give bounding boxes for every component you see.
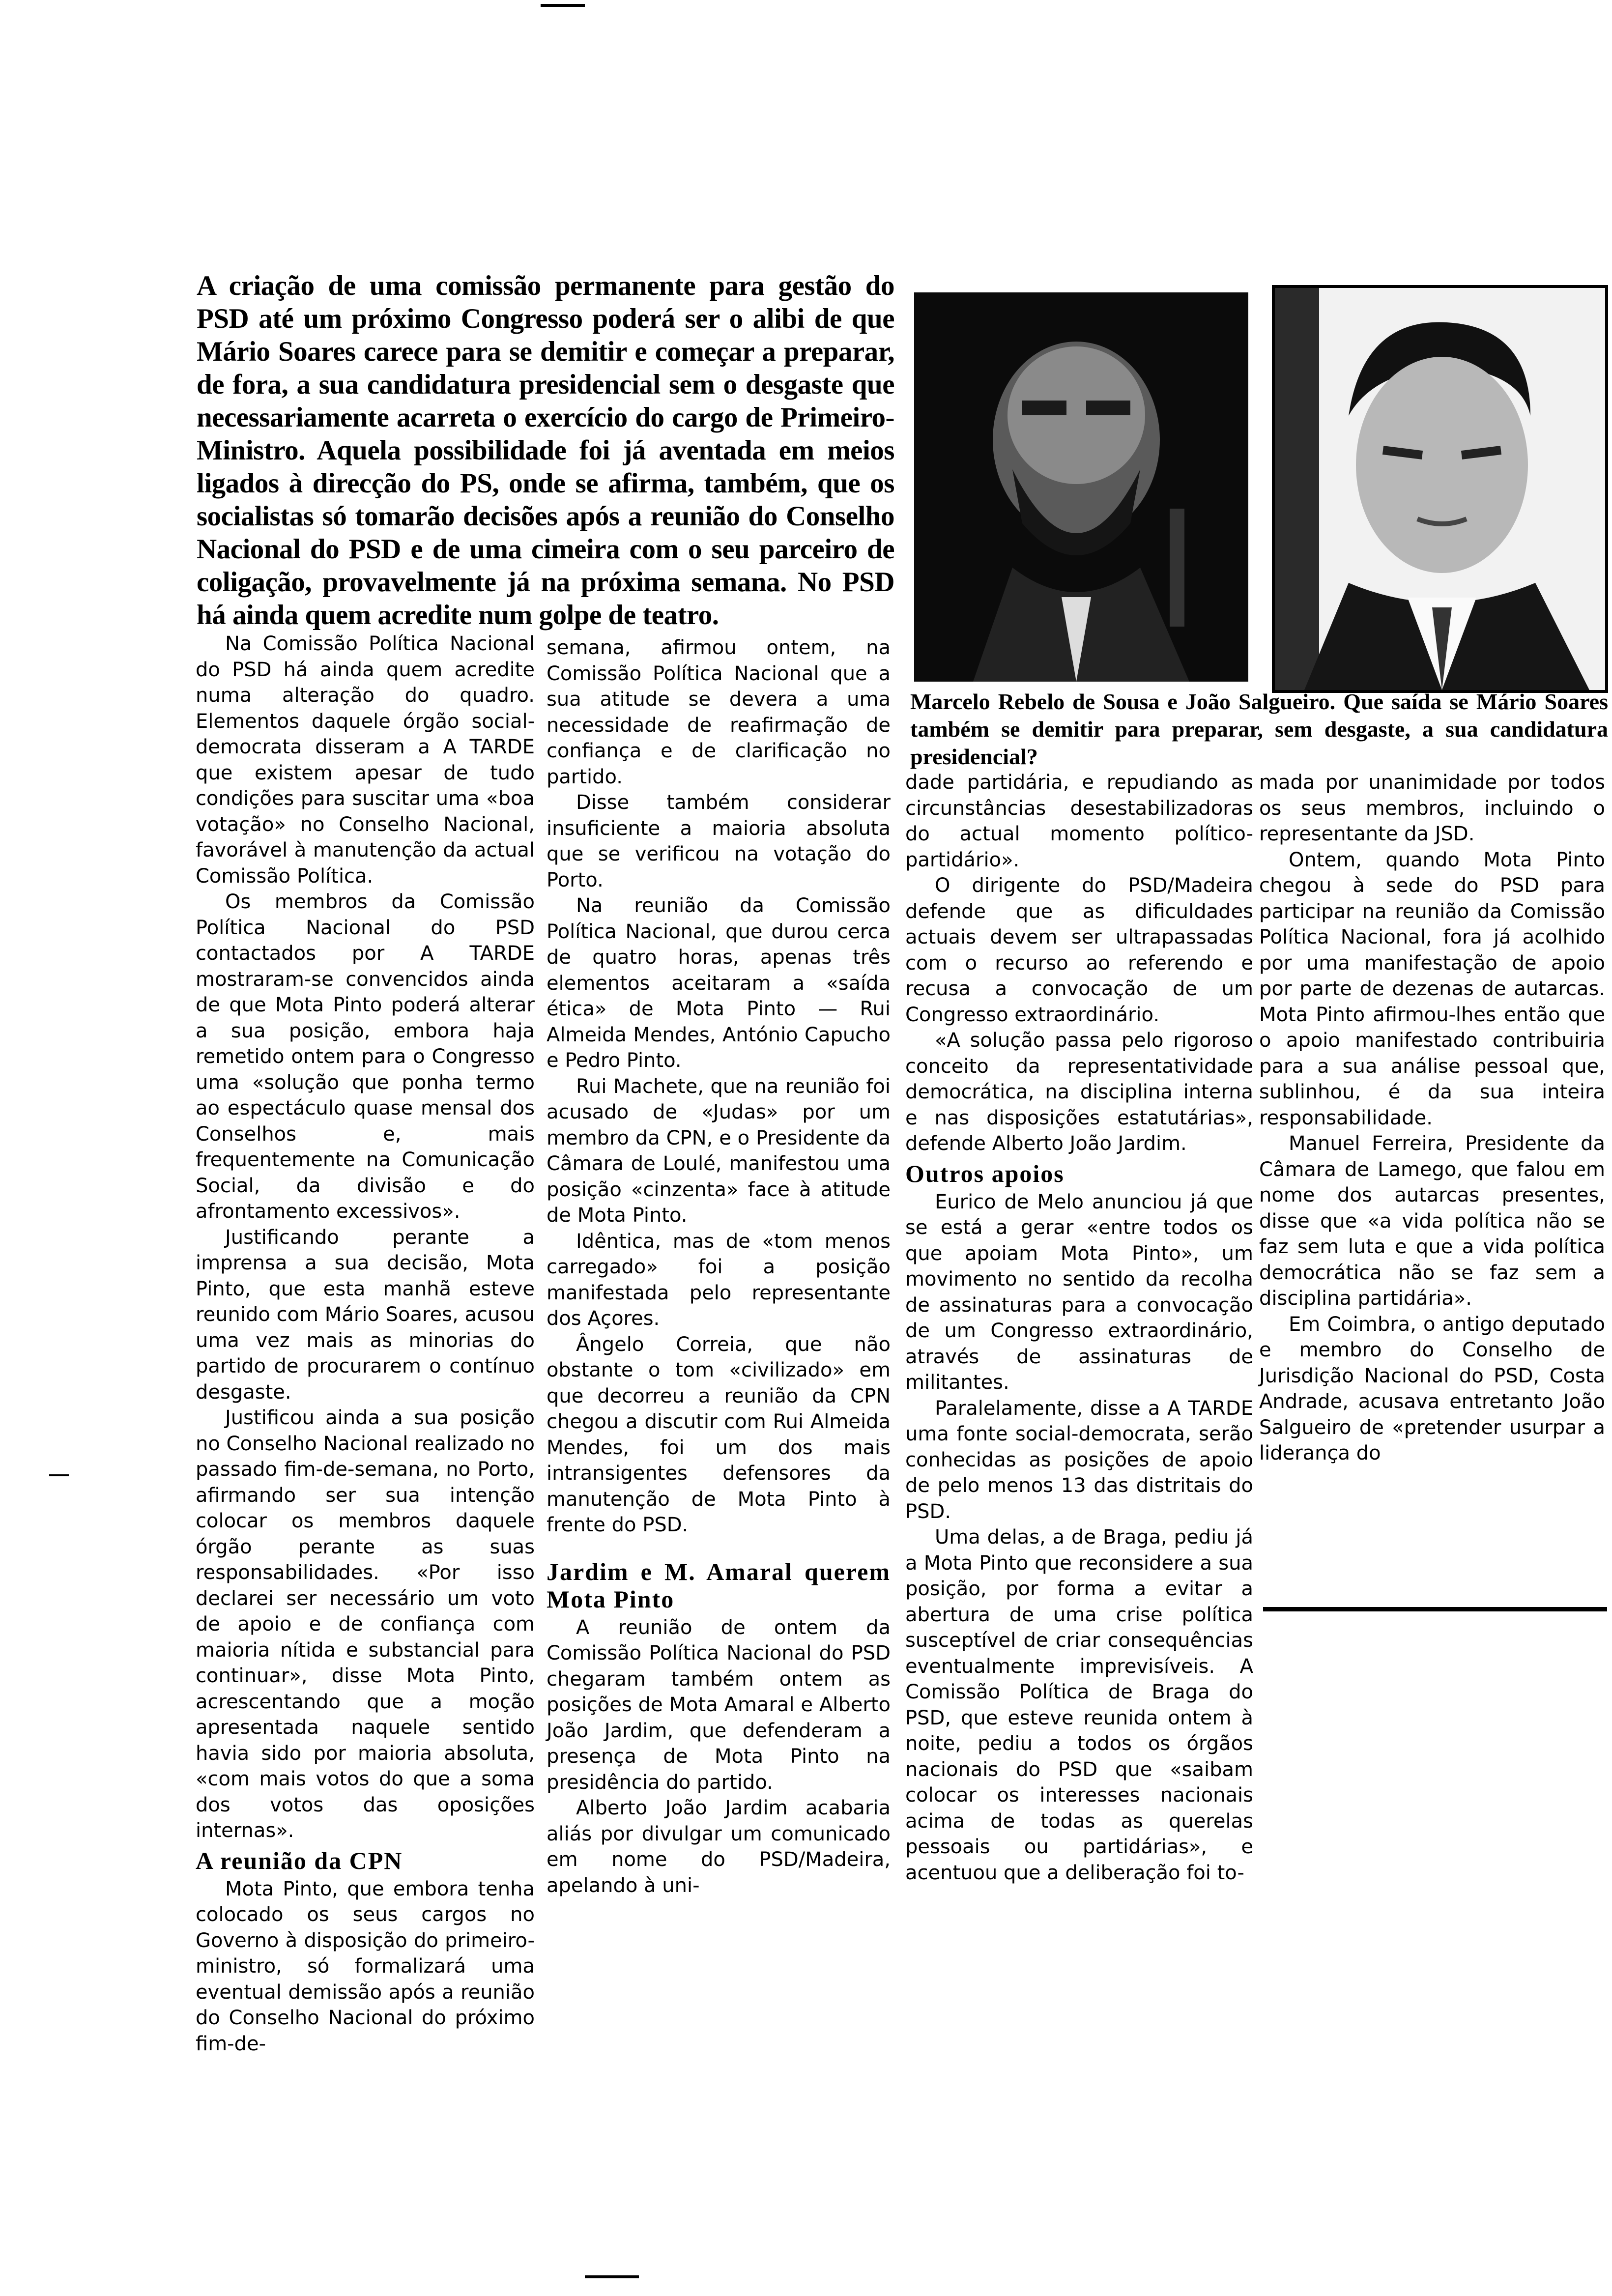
paragraph: Justificou ainda a sua posição no Conselho Nacional realizado no passado fim-de-semana, no Porto, afirmando ser sua intenção colocar os membros daquele órgão perante as suas responsabilidades. «Por isso declarei ser necessário um voto de apoio e de confiança com maioria nítida e substancial para continuar», disse Mota Pinto, acrescentando que a moção apresentada naquele sentido havia sido por maioria absoluta, «com mais votos do que a soma dos votos das oposições internas». bbox=[196, 1406, 535, 1842]
paragraph: dade partidária, e repudiando as circunstâncias desestabilizadoras do actual momento político-partidário». bbox=[905, 771, 1253, 871]
paragraph: Na Comissão Política Nacional do PSD há ainda quem acredite numa alteração do quadro. Elementos daquele órgão social-democrata disseram a A TARDE que existem apesar de tudo condições para suscitar uma «boa votação» no Conselho Nacional, favorável à manutenção da actual Comissão Política. bbox=[196, 632, 535, 888]
paragraph: Alberto João Jardim acabaria aliás por divulgar um comunicado em nome do PSD/Madeira, apelando à uni- bbox=[547, 1797, 891, 1897]
section-heading: Outros apoios bbox=[905, 1159, 1065, 1187]
paragraph: «A solução passa pelo rigoroso conceito da representatividade democrática, na disciplina interna e nas disposições estatutárias», defende Alberto João Jardim. bbox=[905, 1029, 1253, 1155]
paragraph: Idêntica, mas de «tom menos carregado» foi a posição manifestada pelo representante dos Açores. bbox=[547, 1230, 891, 1330]
paragraph: O dirigente do PSD/Madeira defende que as dificuldades actuais devem ser ultrapassadas com o recurso ao referendo e recusa a convocação de um Congresso extraordinário. bbox=[905, 874, 1253, 1026]
paragraph: mada por unanimidade por todos os seus membros, incluindo o representante da JSD. bbox=[1259, 771, 1605, 845]
portrait-image bbox=[1275, 288, 1605, 690]
article-column-2 bbox=[547, 635, 891, 1898]
paragraph: Uma delas, a de Braga, pediu já a Mota Pinto que reconsidere a sua posição, por forma a evitar a abertura de uma crise política susceptível de criar consequências eventualmente imprevisíveis. A Comissão Política de Braga do PSD, que esteve reunida ontem à noite, pediu a todos os órgãos nacionais do PSD que «saibam colocar os interesses nacionais acima de todas as querelas pessoais ou partidárias», e acentuou que a deliberação foi to- bbox=[905, 1526, 1253, 1884]
scan-mark bbox=[585, 2275, 639, 2278]
paragraph: Disse também considerar insuficiente a maioria absoluta que se verificou na votação do Porto. bbox=[547, 791, 891, 891]
scan-mark bbox=[49, 1474, 69, 1476]
article-column-4 bbox=[1259, 770, 1605, 1466]
paragraph: Eurico de Melo anunciou já que se está a gerar «entre todos os que apoiam Mota Pinto», um movimento no sentido da recolha de assinaturas para a convocação de um Congresso extraordinário, através de assinaturas de militantes. bbox=[905, 1190, 1253, 1394]
paragraph: Justificando perante a imprensa a sua decisão, Mota Pinto, que esta manhã esteve reunido com Mário Soares, acusou uma vez mais as minorias do partido de procurarem o contínuo desgaste. bbox=[196, 1226, 535, 1404]
paragraph: Em Coimbra, o antigo deputado e membro do Conselho de Jurisdição Nacional do PSD, Costa Andrade, acusava entretanto João Salgueiro de «pretender usurpar a liderança do bbox=[1259, 1313, 1605, 1464]
photo-marcelo-rebelo-de-sousa bbox=[914, 292, 1248, 682]
paragraph: Na reunião da Comissão Política Nacional, que durou cerca de quatro horas, apenas três elementos aceitaram a «saída ética» de Mota Pinto — Rui Almeida Mendes, António Capucho e Pedro Pinto. bbox=[547, 894, 891, 1072]
paragraph: Os membros da Comissão Política Nacional do PSD contactados por A TARDE mostraram-se convencidos ainda de que Mota Pinto poderá alterar a sua posição, embora haja remetido ontem para o Congresso uma «solução que ponha termo ao espectáculo quase mensal dos Conselhos e, mais frequentemente na Comunicação Social, da divisão e do afrontamento excessivos». bbox=[196, 890, 535, 1223]
section-heading: A reunião da CPN bbox=[196, 1846, 403, 1874]
column-end-rule bbox=[1263, 1607, 1607, 1611]
paragraph: Mota Pinto, que embora tenha colocado os seus cargos no Governo à disposição do primeiro-ministro, só formalizará uma eventual demissão após a reunião do Conselho Nacional do próximo fim-de- bbox=[196, 1877, 535, 2055]
lead-paragraph: A criação de uma comissão permanente para gestão do PSD até um próximo Congresso poderá ser o alibi de que Mário Soares carece para se demitir e começar a preparar, de fora, a sua candidatura presidencial sem o desgaste que necessariamente acarreta o exercício do cargo de Primeiro-Ministro. Aquela possibilidade foi já aventada em meios ligados à direcção do PS, onde se afirma, também, que os socialistas só tomarão decisões após a reunião do Conselho Nacional do PSD e de uma cimeira com o seu parceiro de coligação, provavelmente já na próxima semana. No PSD há ainda quem acredite num golpe de teatro. bbox=[197, 270, 894, 631]
portrait-image bbox=[914, 292, 1248, 682]
paragraph: semana, afirmou ontem, na Comissão Política Nacional que a sua atitude se devera a uma necessidade de reafirmação de confiança e de clarificação no partido. bbox=[547, 636, 891, 788]
paragraph: Manuel Ferreira, Presidente da Câmara de Lamego, que falou em nome dos autarcas presentes, disse que «a vida política não se faz sem luta e que a vida política democrática não se faz sem a disciplina partidária». bbox=[1259, 1132, 1605, 1310]
photo-caption: Marcelo Rebelo de Sousa e João Salgueiro. Que saída se Mário Soares também se demitir para preparar, sem desgaste, a sua candidatura presidencial? bbox=[910, 689, 1608, 769]
paragraph: Ontem, quando Mota Pinto chegou à sede do PSD para participar na reunião da Comissão Política Nacional, fora já acolhido por uma manifestação de apoio por parte de dezenas de autarcas. Mota Pinto afirmou-lhes então que o apoio manifestado contribuiria para a sua análise pessoal que, sublinhou, é da sua inteira responsabilidade. bbox=[1259, 848, 1605, 1129]
photo-joao-salgueiro bbox=[1272, 285, 1608, 693]
paragraph: Rui Machete, que na reunião foi acusado de «Judas» por um membro da CPN, e o Presidente da Câmara de Loulé, manifestou uma posição «cinzenta» face à atitude de Mota Pinto. bbox=[547, 1075, 891, 1227]
paragraph: Ângelo Correia, que não obstante o tom «civilizado» em que decorreu a reunião da CPN chegou a discutir com Rui Almeida Mendes, foi um dos mais intransigentes defensores da manutenção de Mota Pinto à frente do PSD. bbox=[547, 1333, 891, 1536]
scan-mark bbox=[541, 4, 585, 7]
paragraph: Paralelamente, disse a A TARDE uma fonte social-democrata, serão conhecidas as posições de apoio de pelo menos 13 das distritais do PSD. bbox=[905, 1397, 1253, 1523]
article-column-3 bbox=[905, 770, 1253, 1886]
article-column-1 bbox=[196, 631, 535, 2057]
section-heading: Jardim e M. Amaral querem Mota Pinto bbox=[547, 1557, 891, 1613]
paragraph: A reunião de ontem da Comissão Política Nacional do PSD chegaram também ontem as posições de Mota Amaral e Alberto João Jardim, que defenderam a presença de Mota Pinto na presidência do partido. bbox=[547, 1616, 891, 1794]
